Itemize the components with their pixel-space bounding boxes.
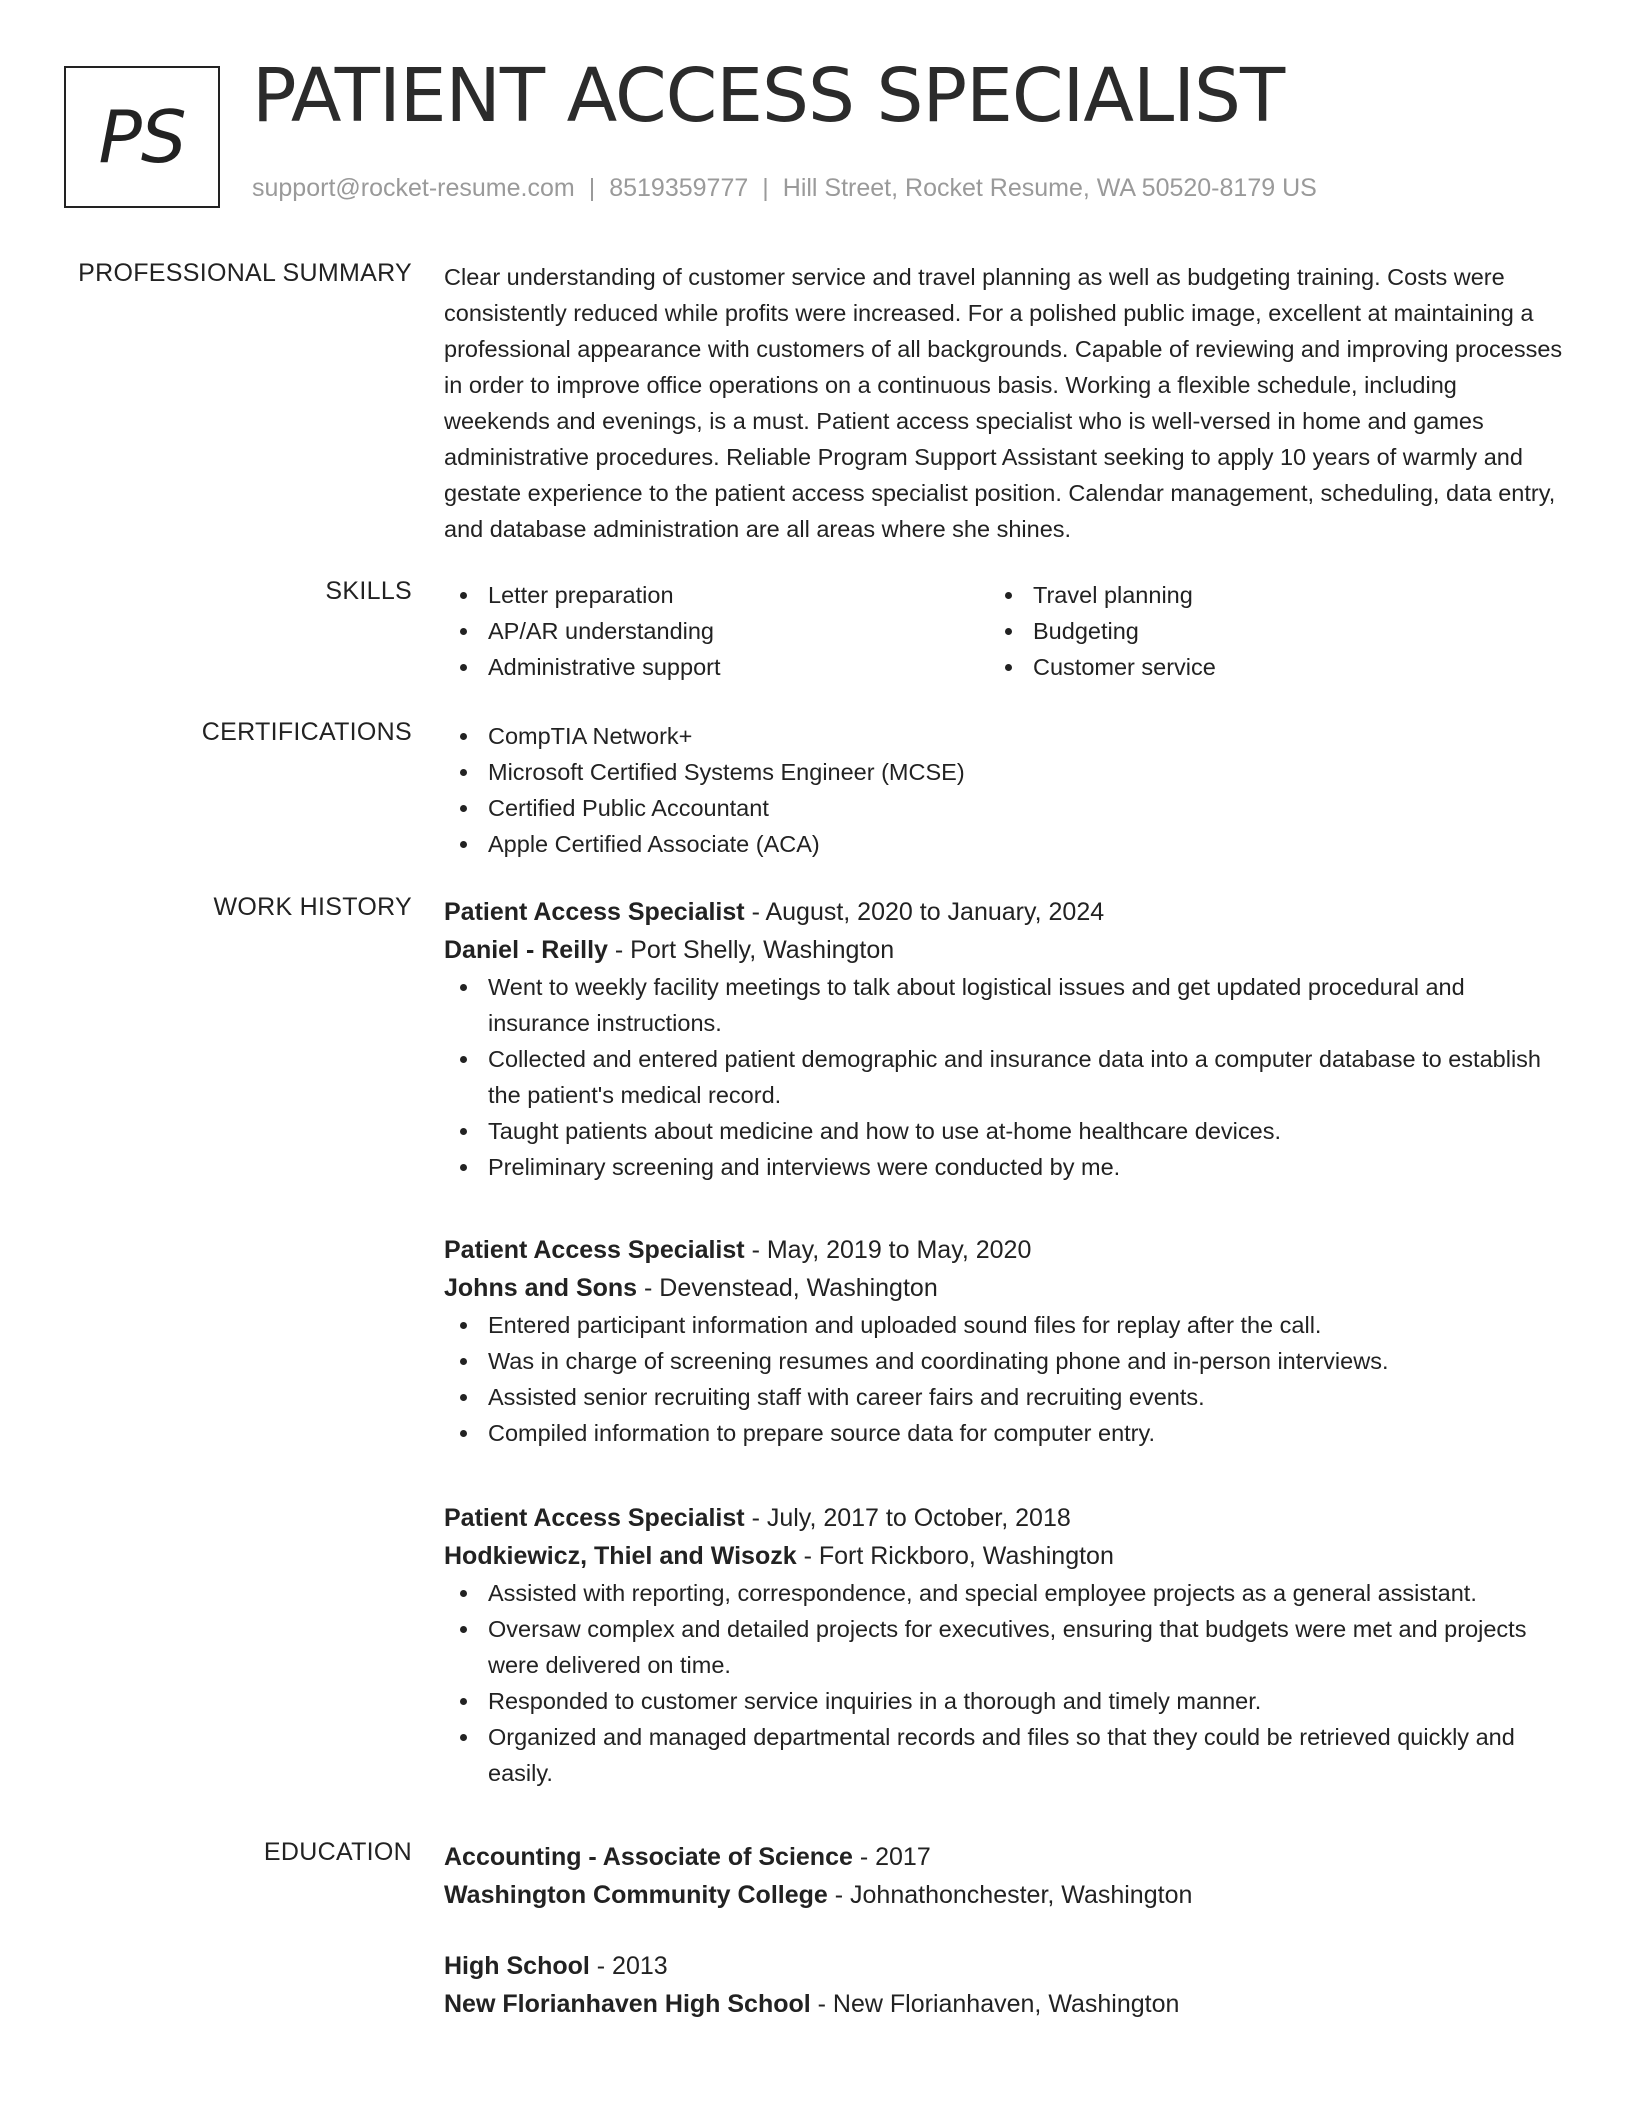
summary-title: PROFESSIONAL SUMMARY	[78, 259, 412, 287]
skill-item: Customer service	[989, 649, 1534, 685]
education-school: New Florianhaven High School	[444, 1990, 811, 2018]
skill-item: Budgeting	[989, 613, 1534, 649]
education-location: - Johnathonchester, Washington	[827, 1881, 1193, 1909]
work-history-title: WORK HISTORY	[213, 893, 412, 921]
job-bullet: Responded to customer service inquiries in a thorough and timely manner.	[444, 1683, 1564, 1719]
skills-title: SKILLS	[325, 577, 412, 605]
job-bullet: Compiled information to prepare source data for computer entry.	[444, 1415, 1564, 1451]
education-entry	[444, 1947, 1564, 2023]
contact-email: support@rocket-resume.com	[252, 174, 575, 202]
job-role: Patient Access Specialist	[444, 1504, 745, 1532]
job-bullet: Assisted with reporting, correspondence, and special employee projects as a general assistant.	[444, 1575, 1564, 1611]
job-bullet: Taught patients about medicine and how to use at-home healthcare devices.	[444, 1113, 1564, 1149]
summary-body	[444, 259, 1564, 547]
certification-item: CompTIA Network+	[444, 718, 1564, 754]
skill-item: AP/AR understanding	[444, 613, 989, 649]
job-bullet: Oversaw complex and detailed projects for executives, ensuring that budgets were met and projects were delivered on time.	[444, 1611, 1564, 1683]
contact-separator: |	[588, 174, 596, 202]
job-bullet: Went to weekly facility meetings to talk about logistical issues and get updated procedural and insurance instructions.	[444, 969, 1564, 1041]
job-dates: - July, 2017 to October, 2018	[744, 1504, 1071, 1532]
job-bullet: Entered participant information and uploaded sound files for replay after the call.	[444, 1307, 1564, 1343]
contact-separator: |	[762, 174, 769, 202]
summary-text: Clear understanding of customer service and travel planning as well as budgeting training. Costs were consistently reduced while profits were increased. For a polished public image, excellent at maintaining a professional appearance with customers of all backgrounds. Capable of reviewing and improving processes in order to improve office operations on a continuous basis. Working a flexible schedule, including weekends and evenings, is a must. Patient access specialist who is well-versed in home and games administrative procedures. Reliable Program Support Assistant seeking to apply 10 years of warmly and gestate experience to the patient access specialist position. Calendar management, scheduling, data entry, and database administration are all areas where she shines.	[444, 264, 1563, 542]
job-bullet: Assisted senior recruiting staff with career fairs and recruiting events.	[444, 1379, 1564, 1415]
job-role: Patient Access Specialist	[444, 1236, 745, 1264]
contact-line	[252, 174, 1317, 203]
job-bullets	[444, 1575, 1564, 1791]
education-degree: High School	[444, 1952, 590, 1980]
education-year: - 2017	[852, 1843, 931, 1871]
contact-address: Hill Street, Rocket Resume, WA 50520-8179 US	[782, 174, 1317, 202]
certifications-list	[444, 718, 1564, 862]
job-company: Johns and Sons	[444, 1274, 638, 1302]
job-entry	[444, 1231, 1564, 1451]
job-bullet: Collected and entered patient demographic and insurance data into a computer database to establish the patient's medical record.	[444, 1041, 1564, 1113]
job-bullets	[444, 1307, 1564, 1451]
skills-body	[444, 577, 1564, 685]
certification-item: Microsoft Certified Systems Engineer (MCSE)	[444, 754, 1564, 790]
resume-name-heading: PATIENT ACCESS SPECIALIST	[252, 53, 1285, 139]
certification-item: Certified Public Accountant	[444, 790, 1564, 826]
monogram-box	[64, 66, 220, 208]
certification-item: Apple Certified Associate (ACA)	[444, 826, 1564, 862]
skill-item: Letter preparation	[444, 577, 989, 613]
job-entry	[444, 1499, 1564, 1791]
job-location: - Devenstead, Washington	[637, 1274, 938, 1302]
education-title: EDUCATION	[263, 1838, 412, 1866]
job-role: Patient Access Specialist	[444, 898, 745, 926]
job-company: Hodkiewicz, Thiel and Wisozk	[444, 1542, 797, 1570]
job-location: - Fort Rickboro, Washington	[796, 1542, 1114, 1570]
job-location: - Port Shelly, Washington	[607, 936, 895, 964]
certifications-title: CERTIFICATIONS	[201, 718, 412, 746]
skills-column-2	[989, 577, 1534, 685]
education-degree: Accounting - Associate of Science	[444, 1843, 853, 1871]
education-location: - New Florianhaven, Washington	[810, 1990, 1180, 2018]
skill-item: Travel planning	[989, 577, 1534, 613]
job-bullets	[444, 969, 1564, 1185]
job-dates: - August, 2020 to January, 2024	[744, 898, 1105, 926]
job-bullet: Was in charge of screening resumes and coordinating phone and in-person interviews.	[444, 1343, 1564, 1379]
monogram-initials: PS	[98, 95, 186, 179]
job-company: Daniel - Reilly	[444, 936, 608, 964]
contact-phone: 8519359777	[609, 174, 749, 202]
education-entry	[444, 1838, 1564, 1914]
job-entry	[444, 893, 1564, 1185]
certifications-body	[444, 718, 1564, 862]
education-school: Washington Community College	[444, 1881, 828, 1909]
skills-column-1	[444, 577, 989, 685]
job-dates: - May, 2019 to May, 2020	[744, 1236, 1032, 1264]
education-year: - 2013	[589, 1952, 668, 1980]
job-bullet: Preliminary screening and interviews were conducted by me.	[444, 1149, 1564, 1185]
skill-item: Administrative support	[444, 649, 989, 685]
job-bullet: Organized and managed departmental records and files so that they could be retrieved quickly and easily.	[444, 1719, 1564, 1791]
